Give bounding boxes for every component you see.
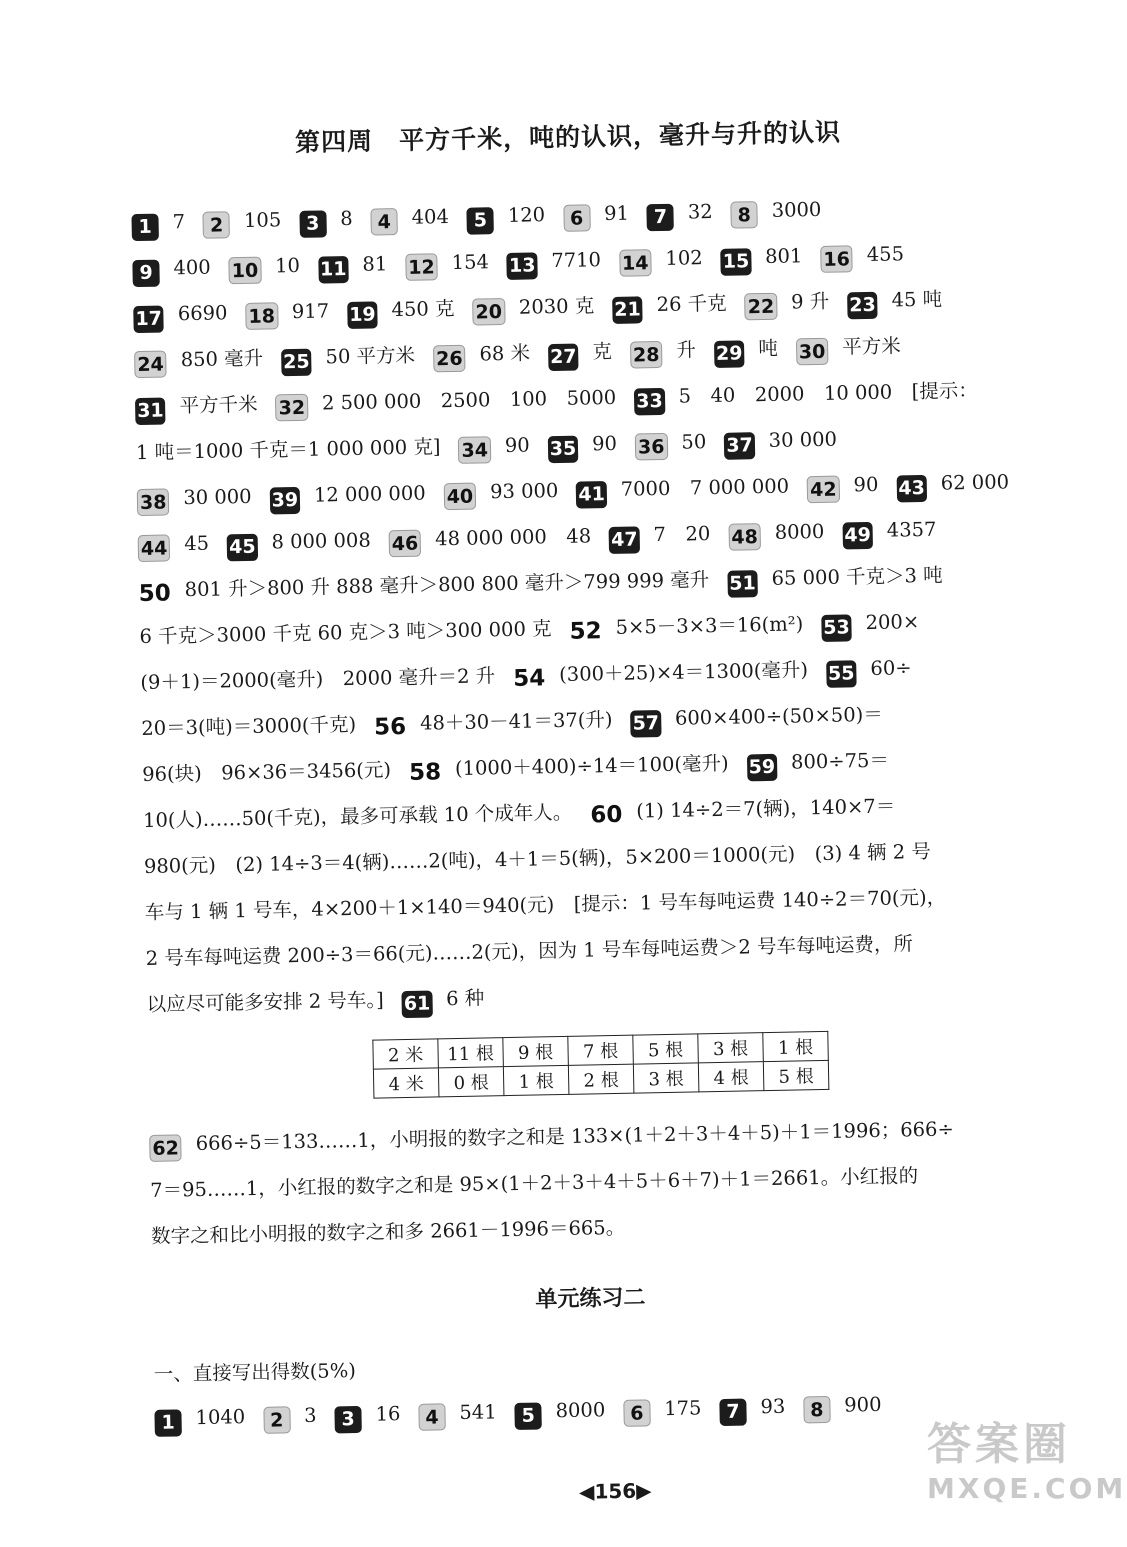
- answer-text: 96(块) 96×36＝3456(元): [141, 758, 392, 787]
- watermark-text: 答案圈: [927, 1419, 1071, 1470]
- answer-line: [150, 1159, 1050, 1206]
- answer-text: 8: [340, 206, 353, 231]
- answer-text: 3: [303, 1403, 317, 1428]
- answer-item: [647, 199, 713, 229]
- answer-line: [138, 559, 1038, 609]
- answer-item: [142, 758, 391, 786]
- answer-text: 5 40 2000 10 000 [提示：: [678, 378, 978, 408]
- answer-text: (300＋25)×4＝1300(毫升): [558, 658, 809, 686]
- question-number-badge: 31: [135, 398, 166, 426]
- answer-text: 10: [274, 253, 301, 278]
- answer-item: [609, 522, 711, 551]
- question-number-badge: 46: [389, 530, 422, 558]
- answer-text: 1040: [195, 1405, 246, 1430]
- answer-item: [630, 702, 883, 735]
- answer-item: [730, 197, 822, 227]
- question-number-badge: 30: [796, 338, 829, 366]
- answer-item: [635, 430, 707, 459]
- answer-text: 917: [291, 299, 330, 324]
- answer-text: 68 米: [479, 341, 531, 366]
- answer-text: 2030 克: [518, 294, 595, 319]
- watermark-logo: [927, 1408, 1127, 1518]
- answer-item: [569, 612, 804, 645]
- table-cell: 4 根: [698, 1062, 764, 1092]
- answer-text: 克: [592, 339, 613, 364]
- question-number-badge: 5: [514, 1402, 542, 1430]
- answer-item: [563, 201, 630, 230]
- answer-item: [373, 707, 613, 741]
- answer-item: [842, 517, 937, 547]
- answer-item: [203, 208, 282, 237]
- table-cell: 5 根: [763, 1060, 829, 1090]
- question-number-badge: 2: [263, 1406, 291, 1434]
- question-number-badge: 34: [458, 436, 491, 464]
- question-number-badge: 16: [820, 245, 853, 273]
- answer-item: [896, 470, 1010, 500]
- answer-item: [724, 427, 838, 457]
- answer-line: [141, 697, 1041, 747]
- answer-item: [154, 1405, 246, 1434]
- answer-item: [318, 252, 388, 281]
- answer-text: 10(人)……50(千克)，最多可承载 10 个成年人。: [142, 800, 573, 833]
- answer-item: [619, 246, 703, 275]
- answer-item: [612, 291, 727, 321]
- answer-item: [141, 713, 356, 740]
- answer-item: [245, 299, 330, 328]
- answer-text: 7: [172, 210, 186, 234]
- question-number-badge: 26: [433, 345, 466, 373]
- question-number-badge: 35: [548, 436, 579, 464]
- question-number-badge: 45: [227, 534, 258, 562]
- answer-text: 93 000: [489, 478, 559, 504]
- answer-text: 450 克: [391, 296, 455, 322]
- answer-text: 666÷5＝133……1，小明报的数字之和是 133×(1＋2＋3＋4＋5)＋1＝1996；666÷: [195, 1117, 955, 1156]
- answer-text: 48＋30－41＝37(升): [419, 707, 613, 735]
- answer-line: [154, 1387, 1054, 1437]
- answer-item: [512, 658, 809, 692]
- table-cell: 2 米: [373, 1039, 439, 1069]
- question-number-badge: 12: [405, 253, 438, 281]
- answer-item: [138, 531, 210, 561]
- answer-item: [263, 1403, 317, 1432]
- question-number-badge: 43: [896, 475, 927, 503]
- question-number-badge: 39: [269, 487, 300, 515]
- answer-text: 6690: [177, 301, 228, 326]
- answer-item: [630, 338, 697, 367]
- answer-text: 102: [665, 246, 703, 270]
- answer-text: (9＋1)＝2000(毫升) 2000 毫升＝2 升: [140, 664, 496, 695]
- answer-text: 3000: [771, 197, 822, 222]
- question-number-badge: 14: [619, 249, 652, 277]
- answer-item: [149, 1117, 955, 1160]
- answer-item: [458, 433, 530, 462]
- answer-text: 400: [173, 255, 211, 280]
- question-number-badge: 24: [134, 350, 167, 378]
- answer-text: 6 千克＞3000 千克 60 克＞3 吨＞300 000 克: [139, 617, 552, 649]
- table-cell: 3 根: [633, 1063, 699, 1093]
- answer-item: [228, 253, 301, 283]
- answer-line: [135, 375, 1035, 425]
- answer-text: 30 000: [183, 484, 252, 510]
- answer-text: 以应尽可能多安排 2 号车。]: [146, 988, 384, 1016]
- answer-item: [847, 287, 943, 317]
- answer-item: [402, 986, 485, 1016]
- answer-item: [135, 392, 258, 423]
- table-cell: 9 根: [503, 1036, 569, 1066]
- answer-text: 980(元) (2) 14÷3＝4(辆)……2(吨)，4＋1＝5(辆)，5×200＝1000(元) (3) 4 辆 2 号: [143, 839, 932, 879]
- question-number-badge: 53: [821, 614, 852, 642]
- answer-line: [131, 191, 1031, 241]
- answer-line: [132, 237, 1032, 287]
- answer-item: [796, 334, 902, 364]
- section-heading: 一、直接写出得数(5%): [153, 1359, 357, 1386]
- question-number-badge: 59: [746, 754, 777, 782]
- question-number-badge: 1: [154, 1409, 182, 1437]
- answer-text: 404: [411, 205, 450, 229]
- question-number-badge: 7: [719, 1399, 747, 1427]
- question-number-badge: 44: [138, 534, 171, 562]
- question-number-badge: 28: [630, 341, 663, 369]
- question-number-badge: 29: [714, 340, 745, 368]
- answer-item: [137, 484, 252, 515]
- answer-text: 81: [362, 252, 388, 276]
- answer-item: [467, 203, 546, 232]
- question-number-badge: 8: [731, 201, 759, 229]
- answer-line: [134, 329, 1034, 379]
- answer-item: [370, 205, 450, 234]
- answer-item: [275, 385, 617, 420]
- answer-text: 154: [451, 250, 490, 274]
- answer-text: 20＝3(吨)＝3000(千克): [141, 712, 357, 741]
- answer-line: [138, 513, 1038, 563]
- answer-line: [142, 743, 1042, 793]
- answer-text: (1) 14÷2＝7(辆)，140×7＝: [636, 794, 896, 823]
- answer-text: 6 种: [445, 986, 485, 1011]
- table-cell: 0 根: [438, 1067, 504, 1097]
- question-number-badge: 20: [472, 298, 505, 326]
- answer-text: 1 吨＝1000 千克＝1 000 000 克]: [135, 435, 441, 465]
- answer-line: [139, 605, 1039, 655]
- answer-text: 455: [866, 242, 905, 267]
- answer-text: 7 20: [653, 522, 711, 547]
- answer-text: 175: [664, 1396, 702, 1421]
- week-title: 第四周 平方千米，吨的认识，毫升与升的认识: [294, 117, 842, 157]
- question-number-badge: 8: [803, 1396, 831, 1424]
- answer-text: (1000＋400)÷14＝100(毫升): [454, 751, 729, 781]
- answer-text: 60÷: [870, 656, 912, 681]
- question-number-badge: 19: [347, 301, 378, 329]
- answer-item: [576, 474, 790, 506]
- answer-text: 车与 1 辆 1 号车，4×200＋1×140＝940(元) [提示：1 号车每吨运费 140÷2＝70(元)，: [144, 885, 947, 924]
- answer-text: 平方米: [842, 334, 902, 359]
- answer-text: 4357: [886, 517, 937, 542]
- answer-item: [547, 431, 618, 461]
- answer-item: [140, 664, 495, 694]
- answer-item: [744, 289, 830, 319]
- question-number-badge: 49: [842, 522, 873, 550]
- answer-item: [144, 840, 931, 878]
- page-number: ◀156▶: [578, 1478, 652, 1504]
- answer-text: 30 000: [768, 427, 838, 452]
- answer-text: 7＝95……1，小红报的数字之和是 95×(1＋2＋3＋4＋5＋6＋7)＋1＝2661。小红报的: [149, 1164, 919, 1202]
- answer-text: 801: [764, 244, 803, 268]
- answer-text: 2 500 000 2500 100 5000: [321, 385, 617, 415]
- question-number-badge: 23: [847, 292, 878, 320]
- answer-text: 8 000 008: [271, 528, 371, 554]
- question-number-badge: 38: [137, 488, 170, 516]
- table-cell: 1 根: [503, 1065, 569, 1095]
- answer-item: [299, 206, 353, 235]
- answer-text: 600×400÷(50×50)＝: [674, 702, 883, 730]
- answer-text: 7000 7 000 000: [620, 474, 790, 501]
- answer-text: 120: [507, 203, 546, 227]
- answer-item: [820, 242, 905, 271]
- answer-item: [719, 1394, 786, 1423]
- answer-item: [623, 1396, 702, 1425]
- question-number-badge: 33: [634, 388, 665, 416]
- table-cell: 4 米: [373, 1068, 439, 1098]
- answer-line: [145, 927, 1045, 974]
- answer-item: [418, 1400, 497, 1429]
- answer-line: [144, 835, 1044, 882]
- question-number-badge: 61: [402, 990, 433, 1018]
- question-number-badge: 42: [807, 476, 840, 504]
- answer-item: [139, 617, 551, 648]
- answer-item: [269, 481, 426, 512]
- rope-table: [372, 1031, 829, 1099]
- answer-line: [149, 1113, 1049, 1162]
- answer-text: 801 升＞800 升 888 毫升＞800 800 毫升＞799 999 毫升: [184, 568, 710, 602]
- watermark-url: MXQE.COM: [927, 1472, 1127, 1505]
- answer-text: 12 000 000: [313, 481, 426, 507]
- answer-text: 7710: [551, 248, 602, 273]
- answer-text: 800÷75＝: [790, 748, 890, 774]
- question-number-badge: 17: [133, 306, 164, 334]
- unit-title: 单元练习二: [535, 1284, 646, 1313]
- question-number-badge: 27: [548, 344, 579, 372]
- question-number-badge: 36: [635, 433, 668, 461]
- answer-text: 850 毫升: [180, 346, 264, 372]
- question-number-badge: 41: [576, 481, 607, 509]
- question-number-badge: 56: [373, 713, 407, 741]
- answer-item: [150, 1164, 918, 1202]
- question-number-badge: 7: [647, 204, 675, 232]
- answer-item: [433, 341, 531, 371]
- question-number-badge: 48: [728, 523, 761, 551]
- question-number-badge: 21: [612, 296, 643, 324]
- question-number-badge: 25: [281, 349, 312, 377]
- answer-item: [132, 255, 211, 284]
- answer-item: [807, 472, 879, 502]
- table-cell: 5 根: [633, 1034, 699, 1064]
- answer-text: 200×: [865, 610, 920, 635]
- question-number-badge: 18: [245, 302, 278, 330]
- answer-item: [727, 563, 943, 595]
- answer-text: 8000: [774, 519, 825, 544]
- answer-text: 16: [375, 1402, 401, 1426]
- question-number-badge: 47: [609, 526, 640, 554]
- answer-item: [146, 932, 914, 970]
- question-number-badge: 1: [131, 214, 159, 242]
- question-number-badge: 62: [149, 1134, 182, 1162]
- answer-text: 5×5－3×3＝16(m²): [615, 612, 804, 639]
- question-number-badge: 54: [512, 665, 546, 692]
- answer-item: [136, 435, 441, 464]
- question-number-badge: 5: [467, 207, 495, 235]
- question-number-badge: 13: [507, 252, 538, 280]
- answer-text: 45 吨: [891, 287, 943, 312]
- answer-line: [143, 789, 1043, 838]
- question-number-badge: 60: [590, 801, 623, 829]
- question-number-badge: 58: [408, 759, 442, 786]
- answer-item: [405, 250, 490, 279]
- question-number-badge: 15: [720, 248, 751, 276]
- answer-item: [514, 1398, 606, 1427]
- answer-item: [389, 524, 592, 556]
- answer-line: [151, 1205, 1051, 1252]
- answer-text: 90: [853, 472, 879, 497]
- answer-text: 2 号车每吨运费 200÷3＝66(元)……2(元)，因为 1 号车每吨运费＞2 号车每吨运费，所: [145, 932, 914, 970]
- answer-item: [803, 1392, 882, 1422]
- answer-item: [728, 519, 825, 549]
- answer-item: [281, 343, 416, 374]
- answer-item: [443, 478, 559, 509]
- answer-line: [133, 283, 1033, 333]
- question-number-badge: 2: [203, 211, 231, 239]
- answer-text: 8000: [555, 1398, 606, 1423]
- answer-text: 26 千克: [656, 291, 727, 317]
- question-number-badge: 40: [443, 483, 476, 511]
- answer-text: 541: [459, 1400, 497, 1425]
- table-cell: 7 根: [568, 1035, 634, 1065]
- answer-item: [821, 610, 920, 639]
- answer-item: [347, 296, 455, 326]
- answer-item: [151, 1216, 626, 1248]
- question-number-badge: 55: [826, 660, 857, 688]
- answer-item: [131, 210, 186, 238]
- answer-item: [146, 988, 384, 1016]
- answer-item: [590, 794, 896, 829]
- question-number-badge: 32: [275, 394, 308, 422]
- question-number-badge: 51: [727, 570, 758, 598]
- answer-text: 平方千米: [179, 392, 258, 418]
- table-cell: 1 根: [763, 1031, 829, 1061]
- answer-text: 吨: [758, 336, 779, 361]
- answer-line: [136, 421, 1036, 471]
- question-number-badge: 52: [569, 618, 602, 645]
- answer-item: [472, 294, 595, 324]
- question-number-badge: 4: [418, 1403, 446, 1431]
- question-number-badge: 3: [334, 1406, 362, 1434]
- answer-item: [138, 568, 710, 608]
- answer-line: [137, 467, 1037, 517]
- answer-item: [634, 378, 978, 413]
- answer-text: 9 升: [790, 289, 830, 314]
- question-number-badge: 11: [318, 256, 349, 284]
- question-number-badge: 3: [299, 210, 327, 238]
- answer-item: [227, 528, 371, 559]
- answer-item: [134, 346, 264, 377]
- answer-text: 48 000 000 48: [434, 524, 592, 551]
- question-number-badge: 50: [138, 580, 171, 608]
- answer-item: [826, 656, 912, 685]
- question-number-badge: 10: [229, 257, 262, 285]
- answer-item: [746, 748, 890, 779]
- answer-item: [145, 886, 947, 924]
- answer-line: [145, 881, 1045, 928]
- table-cell: 2 根: [568, 1064, 634, 1094]
- answer-item: [548, 339, 613, 369]
- answer-text: 93: [760, 1394, 786, 1419]
- question-number-badge: 57: [630, 710, 661, 738]
- answer-text: 升: [676, 338, 697, 362]
- question-number-badge: 37: [724, 432, 755, 460]
- answer-text: 32: [687, 199, 713, 224]
- answer-text: 65 000 千克＞3 吨: [771, 563, 943, 590]
- table-cell: 3 根: [698, 1033, 764, 1063]
- question-number-badge: 6: [563, 204, 591, 232]
- answer-line: [146, 973, 1046, 1023]
- answer-item: [714, 336, 779, 365]
- answer-text: 105: [243, 208, 282, 232]
- answer-text: 91: [603, 201, 630, 226]
- answer-text: 50 平方米: [325, 343, 416, 369]
- answer-item: [133, 301, 228, 331]
- answer-text: 90: [504, 433, 530, 457]
- answer-text: 62 000: [940, 470, 1010, 495]
- answer-item: [720, 244, 803, 273]
- question-number-badge: 4: [370, 208, 398, 236]
- answer-item: [408, 751, 729, 786]
- answer-text: 900: [844, 1392, 882, 1417]
- question-number-badge: 9: [132, 260, 160, 288]
- answer-item: [334, 1402, 401, 1431]
- table-cell: 11 根: [438, 1038, 504, 1068]
- question-number-badge: 22: [744, 293, 777, 321]
- answer-item: [507, 248, 602, 277]
- answer-text: 90: [591, 431, 618, 456]
- answer-text: 数字之和比小明报的数字之和多 2661－1996＝665。: [150, 1215, 626, 1248]
- answer-text: 50: [681, 430, 707, 454]
- answer-text: 45: [184, 531, 210, 556]
- answer-item: [143, 801, 573, 832]
- question-number-badge: 6: [623, 1399, 651, 1427]
- answer-line: [140, 651, 1040, 701]
